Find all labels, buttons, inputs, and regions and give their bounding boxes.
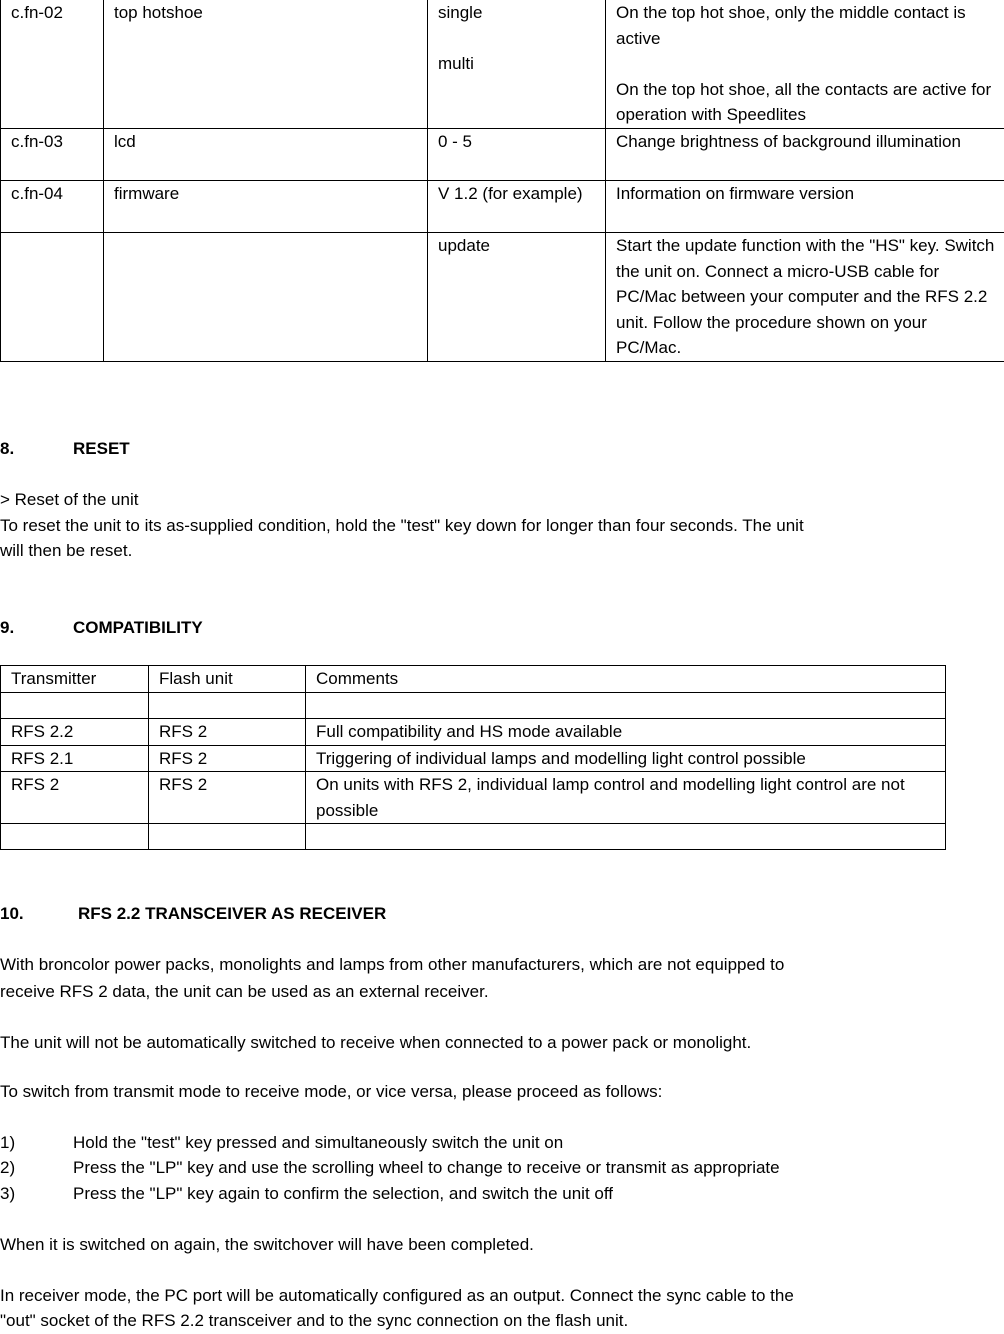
paragraph-line: "out" socket of the RFS 2.2 transceiver and to the sync connection on the flash unit. — [0, 1308, 628, 1334]
list-number: 3) — [0, 1181, 15, 1207]
list-number: 1) — [0, 1130, 15, 1156]
table-row — [1, 772, 946, 824]
custom-functions-table — [0, 0, 1004, 362]
table-row — [1, 693, 946, 719]
list-number: 2) — [0, 1155, 15, 1181]
list-text: Press the "LP" key again to confirm the selection, and switch the unit off — [73, 1181, 613, 1207]
spacer — [616, 51, 996, 77]
table-cell: RFS 2.2 — [1, 719, 149, 746]
compatibility-table — [0, 665, 946, 850]
section-title: RFS 2.2 TRANSCEIVER AS RECEIVER — [78, 901, 386, 927]
function-name-cell — [104, 232, 428, 361]
paragraph-line: To switch from transmit mode to receive mode, or vice versa, please proceed as follows: — [0, 1079, 662, 1105]
function-description-cell: Start the update function with the "HS" key. Switch the unit on. Connect a micro-USB cable for PC/Mac between your computer and the RFS 2.2 unit. Follow the procedure shown on your PC/Mac. — [606, 232, 1004, 361]
section-title: COMPATIBILITY — [73, 615, 203, 641]
section-title: RESET — [73, 436, 130, 462]
paragraph-line: When it is switched on again, the switchover will have been completed. — [0, 1232, 534, 1258]
function-code-cell: c.fn-02 — [1, 0, 104, 128]
reset-subtitle: > Reset of the unit — [0, 487, 138, 513]
table-cell — [306, 693, 946, 719]
function-description-cell — [606, 0, 1004, 128]
value-text: multi — [438, 51, 597, 77]
section-number: 10. — [0, 901, 24, 927]
function-name-cell: top hotshoe — [104, 0, 428, 128]
function-code-cell: c.fn-04 — [1, 180, 104, 232]
table-cell: RFS 2 — [1, 772, 149, 824]
reset-paragraph-line: will then be reset. — [0, 538, 132, 564]
list-text: Hold the "test" key pressed and simultaneously switch the unit on — [73, 1130, 563, 1156]
table-cell: On units with RFS 2, individual lamp control and modelling light control are not possible — [306, 772, 946, 824]
spacer — [438, 26, 597, 52]
section-number: 8. — [0, 436, 14, 462]
table-row — [1, 745, 946, 772]
function-value-cell — [428, 0, 606, 128]
list-text: Press the "LP" key and use the scrolling wheel to change to receive or transmit as appropriate — [73, 1155, 780, 1181]
function-description-cell: Information on firmware version — [606, 180, 1004, 232]
reset-paragraph-line: To reset the unit to its as-supplied condition, hold the "test" key down for longer than four seconds. The unit — [0, 513, 804, 539]
function-code-cell — [1, 232, 104, 361]
table-header-row — [1, 666, 946, 693]
table-cell: RFS 2 — [149, 719, 306, 746]
paragraph-line: The unit will not be automatically switched to receive when connected to a power pack or monolight. — [0, 1030, 751, 1056]
paragraph-line: receive RFS 2 data, the unit can be used as an external receiver. — [0, 979, 489, 1005]
column-header-transmitter: Transmitter — [1, 666, 149, 693]
table-cell: Full compatibility and HS mode available — [306, 719, 946, 746]
column-header-comments: Comments — [306, 666, 946, 693]
description-text: On the top hot shoe, only the middle contact is active — [616, 0, 996, 51]
table-row — [1, 128, 1004, 180]
function-value-cell: V 1.2 (for example) — [428, 180, 606, 232]
table-row — [1, 0, 1004, 128]
function-description-cell: Change brightness of background illumination — [606, 128, 1004, 180]
table-cell: RFS 2 — [149, 772, 306, 824]
table-cell: RFS 2 — [149, 745, 306, 772]
table-cell — [1, 824, 149, 850]
section-number: 9. — [0, 615, 14, 641]
table-cell — [306, 824, 946, 850]
function-value-cell: 0 - 5 — [428, 128, 606, 180]
function-value-cell: update — [428, 232, 606, 361]
function-name-cell: firmware — [104, 180, 428, 232]
list-item — [0, 1155, 1004, 1181]
table-cell: RFS 2.1 — [1, 745, 149, 772]
table-row — [1, 180, 1004, 232]
description-text: On the top hot shoe, all the contacts are active for operation with Speedlites — [616, 77, 996, 128]
function-code-cell: c.fn-03 — [1, 128, 104, 180]
list-item — [0, 1130, 1004, 1156]
table-cell — [149, 824, 306, 850]
table-row — [1, 824, 946, 850]
value-text: single — [438, 0, 597, 26]
table-cell: Triggering of individual lamps and modelling light control possible — [306, 745, 946, 772]
column-header-flash-unit: Flash unit — [149, 666, 306, 693]
table-cell — [1, 693, 149, 719]
table-row — [1, 719, 946, 746]
function-name-cell: lcd — [104, 128, 428, 180]
paragraph-line: With broncolor power packs, monolights and lamps from other manufacturers, which are not equipped to — [0, 952, 784, 978]
table-cell — [149, 693, 306, 719]
list-item — [0, 1181, 1004, 1207]
table-row — [1, 232, 1004, 361]
paragraph-line: In receiver mode, the PC port will be automatically configured as an output. Connect the sync cable to the — [0, 1283, 794, 1309]
